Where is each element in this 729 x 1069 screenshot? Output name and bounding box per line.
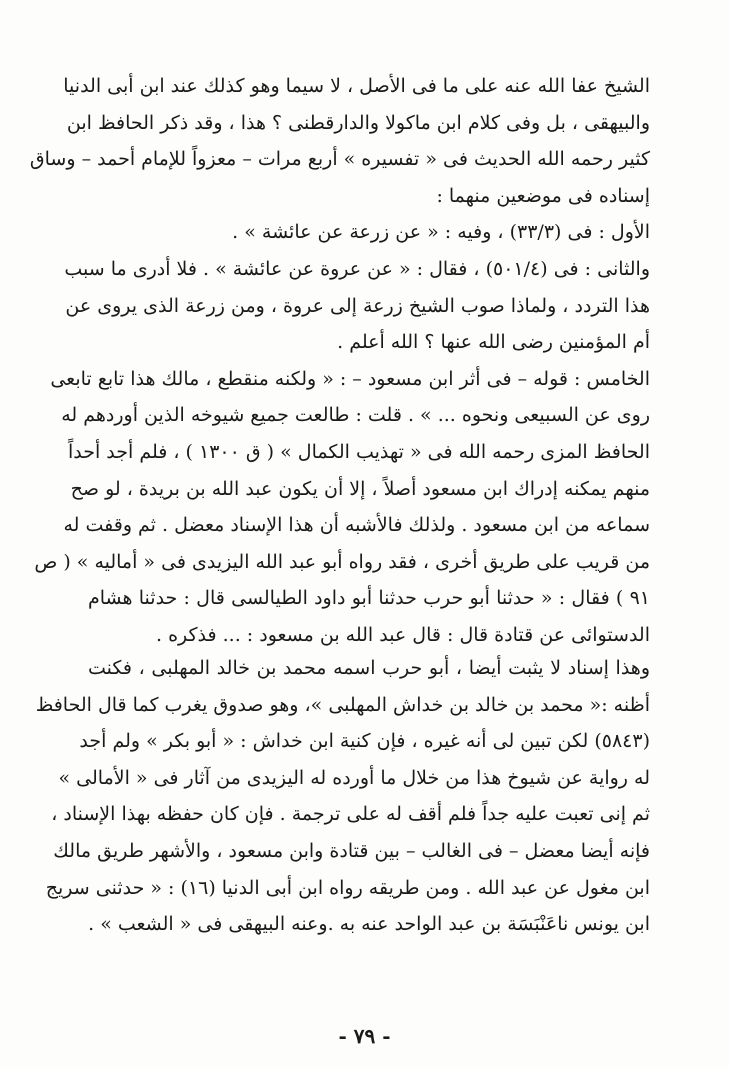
body-text-top (29, 68, 650, 654)
text-line: ابن مغول عن عبد الله . ومن طريقه رواه ابن أبى الدنيا (١٦) : « حدثنى سريج (45, 876, 650, 899)
text-line: ٩١ ) فقال : « حدثنا أبو حرب حدثنا أبو داود الطيالسى قال : حدثنا هشام (88, 587, 650, 610)
text-line: فإنه أيضا معضل – فى الغالب – بين قتادة وابن مسعود ، والأشهر طريق مالك (53, 839, 650, 862)
text-line: روى عن السبيعى ونحوه ... » . قلت : طالعت جميع شيوخه الذين أوردهم له (61, 404, 650, 427)
text-line: من قريب على طريق أخرى ، فقد رواه أبو عبد الله اليزيدى فى « أماليه » ( ص (34, 550, 650, 573)
text-line: الدستوائى عن قتادة قال : قال عبد الله بن مسعود : ... فذكره . (155, 623, 650, 646)
text-line: الأول : فى (٣٣/٣) ، وفيه : « عن زرعة عن عائشة » . (232, 221, 650, 244)
text-line: وهذا إسناد لا يثبت أيضا ، أبو حرب اسمه محمد بن خالد المهلبى ، فكنت (88, 657, 650, 679)
text-line: أظنه :« محمد بن خالد بن خداش المهلبى »، وهو صدوق يغرب كما قال الحافظ (35, 693, 650, 716)
body-text-bottom (35, 650, 650, 943)
text-line: هذا التردد ، ولماذا صوب الشيخ زرعة إلى عروة ، ومن زرعة الذى يروى عن (65, 294, 650, 317)
page-number: - ٧٩ - (338, 1024, 391, 1048)
text-line: ثم إنى تعبت عليه جداً فلم أقف له على ترجمة . فإن كان حفظه بهذا الإسناد ، (51, 803, 650, 826)
text-line: ابن يونس ناعَنْبَسَة بن عبد الواحد عنه به .وعنه البيهقى فى « الشعب » . (88, 913, 650, 936)
text-line: كثير رحمه الله الحديث فى « تفسيره » أربع مرات – معزواً للإمام أحمد – وساق (29, 148, 650, 171)
text-line: منهم يمكنه إدراك ابن مسعود أصلاً ، إلا أن يكون عبد الله بن بريدة ، لو صح (70, 477, 650, 500)
text-line: له رواية عن شيوخ هذا من خلال ما أورده له اليزيدى من آثار فى « الأمالى » (58, 766, 650, 789)
text-line: والثانى : فى (٥٠١/٤) ، فقال : « عن عروة عن عائشة » . فلا أدرى ما سبب (64, 257, 650, 280)
text-line: الشيخ عفا الله عنه على ما فى الأصل ، لا سيما وهو كذلك عند ابن أبى الدنيا (63, 75, 650, 97)
text-line: سماعه من ابن مسعود . ولذلك فالأشبه أن هذا الإسناد معضل . ثم وقفت له (63, 514, 650, 537)
text-line: إسناده فى موضعين منهما : (436, 184, 650, 207)
text-line: أم المؤمنين رضى الله عنها ؟ الله أعلم . (337, 331, 650, 354)
text-line: الخامس : قوله – فى أثر ابن مسعود – : « ولكنه منقطع ، مالك هذا تابع تابعى (50, 367, 650, 390)
text-line: الحافظ المزى رحمه الله فى « تهذيب الكمال » ( ق ١٣٠٠ ) ، فلم أجد أحداً (67, 440, 650, 463)
text-line: (٥٨٤٣) لكن تبين لى أنه غيره ، فإن كنية ابن خداش : « أبو بكر » ولم أجد (79, 730, 650, 753)
text-line: والبيهقى ، بل وفى كلام ابن ماكولا والدارقطنى ؟ هذا ، وقد ذكر الحافظ ابن (66, 111, 650, 134)
